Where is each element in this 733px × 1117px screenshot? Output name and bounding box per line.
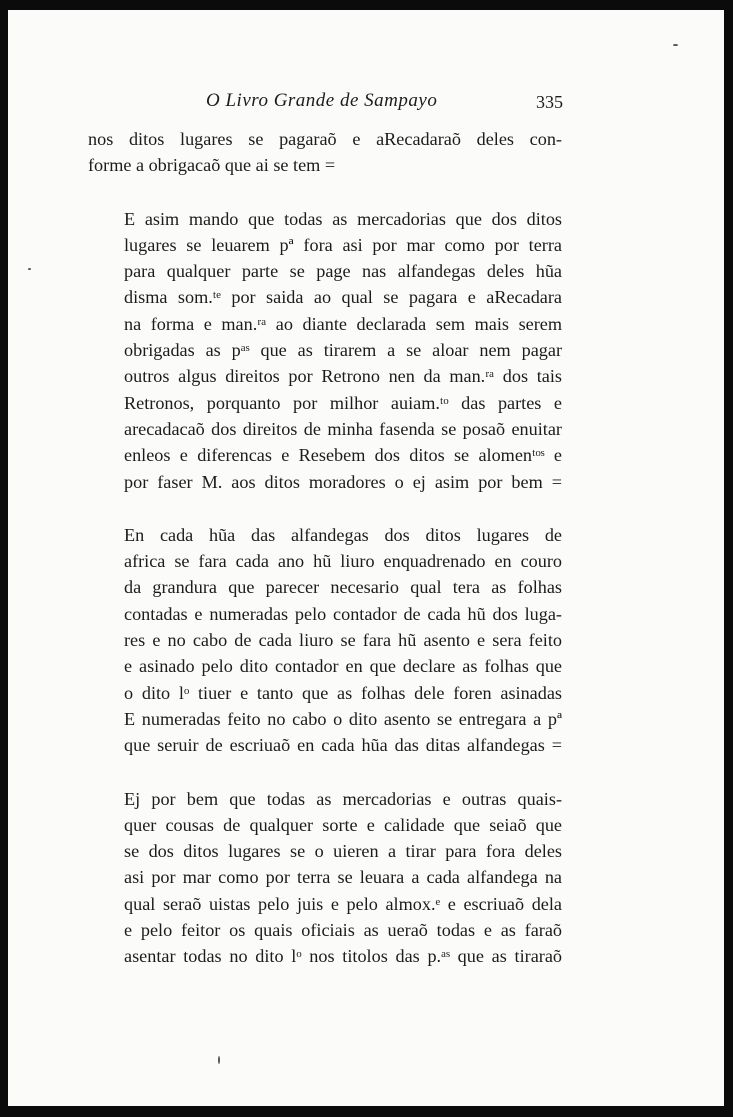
text-line: outros algus direitos por Retrono nen da man.ʳᵃ dos tais — [124, 366, 562, 387]
text-line: africa se fara cada ano hũ liuro enquadrenado en couro — [124, 551, 562, 572]
text-line: qual seraõ uistas pelo juis e pelo almox.ᵉ e escriuaõ dela — [124, 893, 562, 914]
text-line: res e no cabo de cada liuro se fara hũ asento e sera feito — [124, 630, 562, 651]
text-line: que seruir de escriuaõ en cada hũa das ditas alfandegas = — [124, 735, 562, 756]
scan-speck — [673, 44, 678, 46]
book-page — [8, 10, 724, 1106]
text-line: lugares se leuarem pª fora asi por mar como por terra — [124, 234, 562, 255]
text-line: contadas e numeradas pelo contador de cada hũ dos luga- — [124, 603, 562, 624]
scan-speck — [218, 1056, 220, 1064]
text-line: por faser M. aos ditos moradores o ej asim por bem = — [124, 471, 562, 492]
text-line: enleos e diferencas e Resebem dos ditos se alomenᵗᵒˢ e — [124, 445, 562, 466]
paragraph-1 — [88, 126, 562, 179]
scan-speck — [28, 268, 31, 270]
text-line: e pelo feitor os quais oficiais as ueraõ todas e as faraõ — [124, 920, 562, 941]
text-line: Retronos, porquanto por milhor auiam.ᵗᵒ das partes e — [124, 392, 562, 413]
text-line: obrigadas as pᵃˢ que as tirarem a se aloar nem pagar — [124, 340, 562, 361]
text-line: e asinado pelo dito contador en que declare as folhas que — [124, 656, 562, 677]
text-line: disma som.ᵗᵉ por saida ao qual se pagara e aRecadara — [124, 287, 562, 308]
paragraph-4 — [88, 786, 562, 970]
page-body — [88, 126, 562, 997]
running-title: O Livro Grande de Sampayo — [206, 90, 438, 111]
paragraph-2 — [88, 206, 562, 495]
text-line: Ej por bem que todas as mercadorias e outras quais- — [124, 788, 562, 809]
text-line: da grandura que parecer necesario qual tera as folhas — [124, 577, 562, 598]
text-line: asentar todas no dito lᵒ nos titolos das p.ᵃˢ que as tiraraõ — [124, 946, 562, 967]
page-header — [8, 90, 724, 120]
text-line: o dito lᵒ tiuer e tanto que as folhas dele foren asinadas — [124, 682, 562, 703]
text-line: forme a obrigacaõ que ai se tem = — [88, 155, 336, 176]
paragraph-3 — [88, 522, 562, 759]
text-line: para qualquer parte se page nas alfandegas deles hũa — [124, 261, 562, 282]
text-line: se dos ditos lugares se o uieren a tirar para fora deles — [124, 841, 562, 862]
text-line: arecadacaõ dos direitos de minha fasenda se posaõ enuitar — [124, 418, 562, 439]
text-line: nos ditos lugares se pagaraõ e aRecadaraõ deles con- — [88, 129, 562, 149]
text-line: E asim mando que todas as mercadorias que dos ditos — [124, 208, 562, 229]
text-line: E numeradas feito no cabo o dito asento se entregara a pª — [124, 708, 562, 729]
text-line: En cada hũa das alfandegas dos ditos lugares de — [124, 524, 562, 545]
text-line: asi por mar como por terra se leuara a cada alfandega na — [124, 867, 562, 888]
text-line: na forma e man.ʳᵃ ao diante declarada sem mais serem — [124, 313, 562, 334]
page-number: 335 — [536, 92, 563, 112]
text-line: quer cousas de qualquer sorte e calidade que seiaõ que — [124, 814, 562, 835]
